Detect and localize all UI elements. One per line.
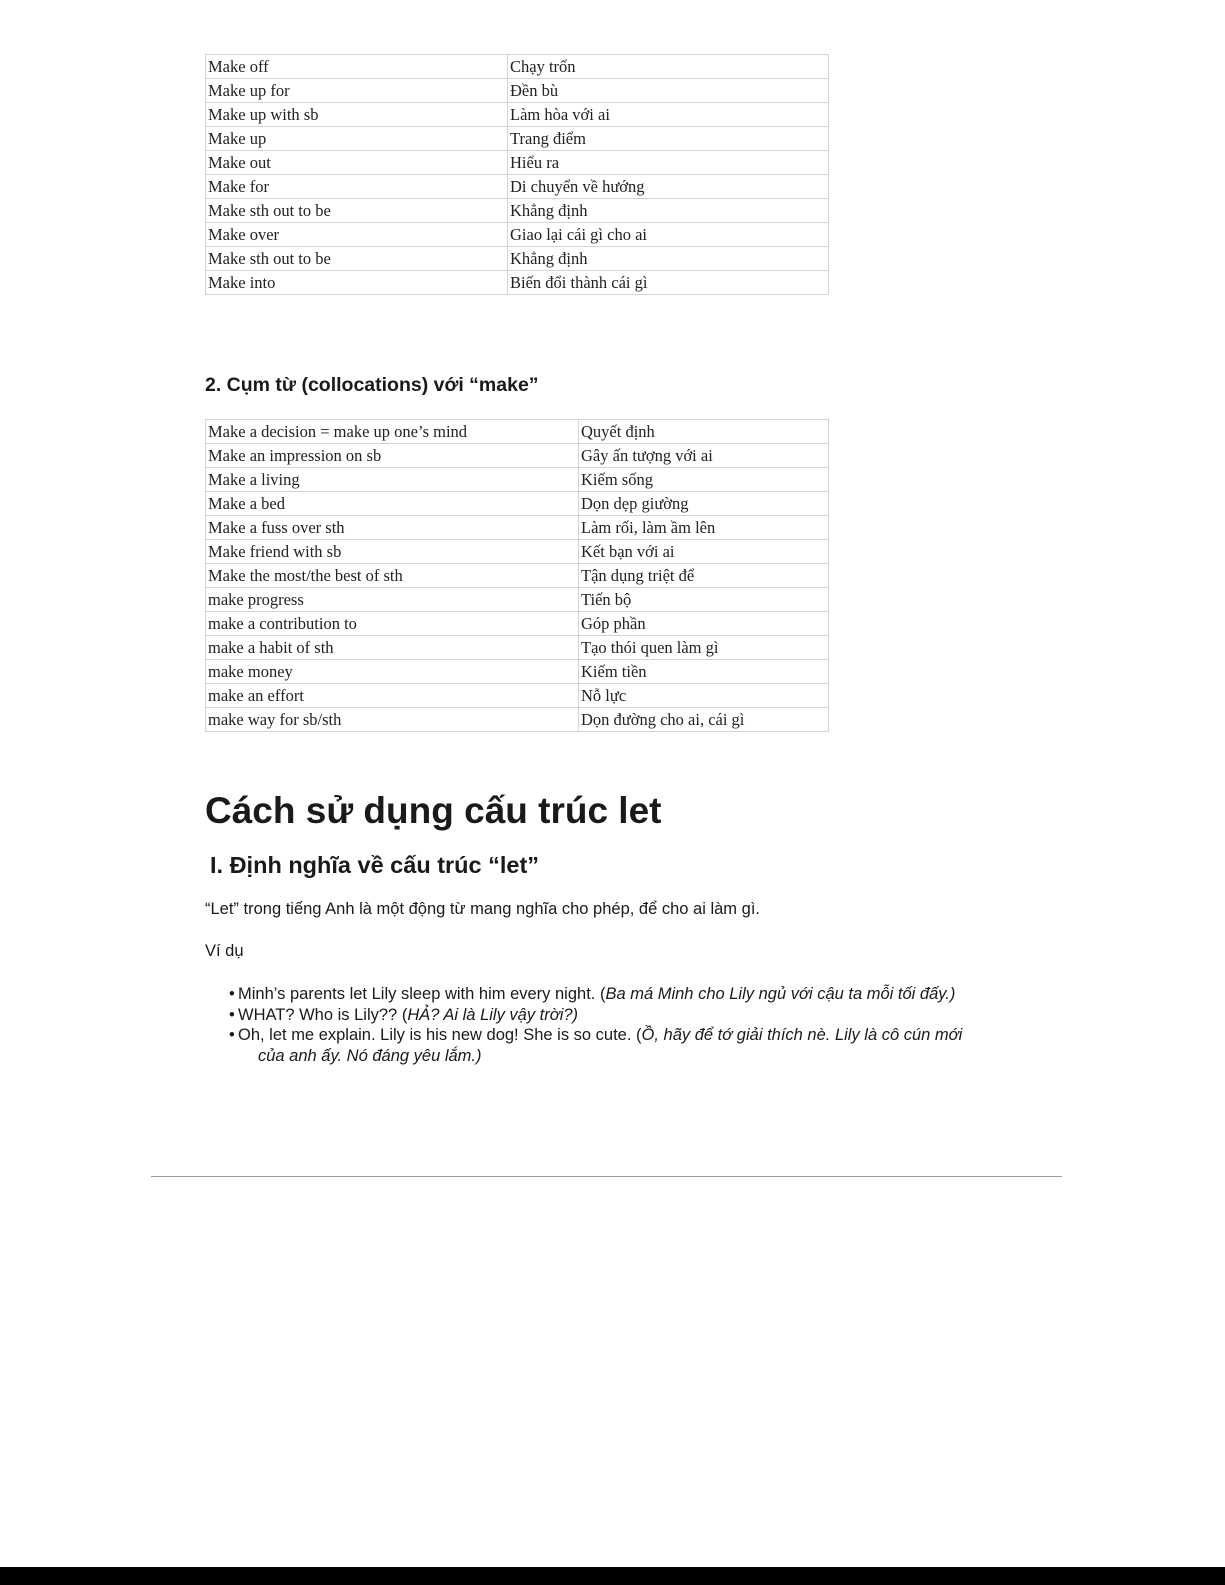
table-row — [206, 79, 829, 103]
table-cell-phrase: Make a decision = make up one’s mind — [206, 420, 579, 444]
table-cell-meaning: Chạy trốn — [508, 55, 829, 79]
table-cell-meaning: Trang điểm — [508, 127, 829, 151]
table-cell-meaning: Tận dụng triệt để — [579, 564, 829, 588]
table-cell-meaning: Kiếm sống — [579, 468, 829, 492]
example-list — [229, 984, 989, 1066]
table-cell-meaning: Giao lại cái gì cho ai — [508, 223, 829, 247]
table-cell-meaning: Tạo thói quen làm gì — [579, 636, 829, 660]
table-row — [206, 127, 829, 151]
table-cell-phrase: Make up with sb — [206, 103, 508, 127]
let-section-title: Cách sử dụng cấu trúc let — [205, 790, 662, 831]
table-cell-phrase: Make sth out to be — [206, 199, 508, 223]
table-row — [206, 199, 829, 223]
table-cell-meaning: Biến đổi thành cái gì — [508, 271, 829, 295]
table-cell-meaning: Khẳng định — [508, 199, 829, 223]
table-row — [206, 684, 829, 708]
table-cell-phrase: Make an impression on sb — [206, 444, 579, 468]
list-item — [229, 984, 989, 1005]
bullet-icon: • — [229, 985, 235, 1003]
table-cell-phrase: Make sth out to be — [206, 247, 508, 271]
table-cell-phrase: Make over — [206, 223, 508, 247]
table-row — [206, 492, 829, 516]
table-cell-meaning: Làm hòa với ai — [508, 103, 829, 127]
table-cell-phrase: Make up — [206, 127, 508, 151]
table-row — [206, 420, 829, 444]
example-sentence: Oh, let me explain. Lily is his new dog! She is so cute. ( — [238, 1026, 642, 1044]
table-row — [206, 468, 829, 492]
example-sentence: WHAT? Who is Lily?? ( — [238, 1005, 408, 1024]
table-row — [206, 516, 829, 540]
table-cell-meaning: Di chuyển về hướng — [508, 175, 829, 199]
collocations-heading: 2. Cụm từ (collocations) với “make” — [205, 374, 539, 396]
collocations-table — [205, 419, 829, 732]
table-cell-meaning: Khẳng định — [508, 247, 829, 271]
bullet-icon: • — [229, 1005, 235, 1024]
table-cell-meaning: Nỗ lực — [579, 684, 829, 708]
table-cell-phrase: make way for sb/sth — [206, 708, 579, 732]
table-cell-phrase: make a habit of sth — [206, 636, 579, 660]
table-cell-meaning: Đền bù — [508, 79, 829, 103]
table-row — [206, 247, 829, 271]
table-row — [206, 636, 829, 660]
table-cell-phrase: Make the most/the best of sth — [206, 564, 579, 588]
table-row — [206, 540, 829, 564]
table-cell-phrase: Make a bed — [206, 492, 579, 516]
table-cell-phrase: Make off — [206, 55, 508, 79]
table-cell-phrase: make progress — [206, 588, 579, 612]
table-cell-phrase: make an effort — [206, 684, 579, 708]
table-cell-phrase: Make into — [206, 271, 508, 295]
phrasal-verbs-table — [205, 54, 829, 295]
table-cell-meaning: Dọn dẹp giường — [579, 492, 829, 516]
let-definition-heading: I. Định nghĩa về cấu trúc “let” — [210, 852, 540, 878]
table-cell-meaning: Gây ấn tượng với ai — [579, 444, 829, 468]
table-row — [206, 708, 829, 732]
example-label: Ví dụ — [205, 942, 244, 960]
table-row — [206, 55, 829, 79]
table-cell-meaning: Làm rối, làm ầm lên — [579, 516, 829, 540]
table-cell-phrase: Make a living — [206, 468, 579, 492]
example-translation: HẢ? Ai là Lily vậy trời?) — [407, 1005, 579, 1024]
table-cell-meaning: Dọn đường cho ai, cái gì — [579, 708, 829, 732]
table-cell-meaning: Quyết định — [579, 420, 829, 444]
page-bottom-bar — [0, 1567, 1225, 1585]
example-sentence: Minh’s parents let Lily sleep with him every night. ( — [238, 985, 606, 1003]
table-cell-phrase: make money — [206, 660, 579, 684]
example-translation: Ồ, hãy để tớ giải thích nè. Lily là cô cún mới của anh ấy. Nó đáng yêu lắm.) — [258, 1026, 963, 1065]
table-row — [206, 612, 829, 636]
table-row — [206, 175, 829, 199]
table-cell-phrase: Make for — [206, 175, 508, 199]
table-row — [206, 151, 829, 175]
table-row — [206, 588, 829, 612]
bullet-icon: • — [229, 1026, 235, 1044]
table-cell-meaning: Góp phần — [579, 612, 829, 636]
table-row — [206, 660, 829, 684]
table-cell-phrase: Make out — [206, 151, 508, 175]
list-item — [229, 1025, 989, 1066]
table-row — [206, 103, 829, 127]
table-cell-phrase: Make up for — [206, 79, 508, 103]
table-cell-phrase: make a contribution to — [206, 612, 579, 636]
let-definition-paragraph: “Let” trong tiếng Anh là một động từ mang nghĩa cho phép, để cho ai làm gì. — [205, 900, 760, 918]
horizontal-divider — [151, 1176, 1062, 1177]
table-cell-phrase: Make friend with sb — [206, 540, 579, 564]
table-cell-meaning: Kết bạn với ai — [579, 540, 829, 564]
table-cell-phrase: Make a fuss over sth — [206, 516, 579, 540]
example-translation: Ba má Minh cho Lily ngủ với cậu ta mỗi tối đấy.) — [605, 985, 956, 1003]
table-row — [206, 564, 829, 588]
list-item — [229, 1005, 989, 1026]
table-cell-meaning: Kiếm tiền — [579, 660, 829, 684]
table-row — [206, 223, 829, 247]
table-cell-meaning: Tiến bộ — [579, 588, 829, 612]
table-cell-meaning: Hiểu ra — [508, 151, 829, 175]
table-row — [206, 444, 829, 468]
table-row — [206, 271, 829, 295]
